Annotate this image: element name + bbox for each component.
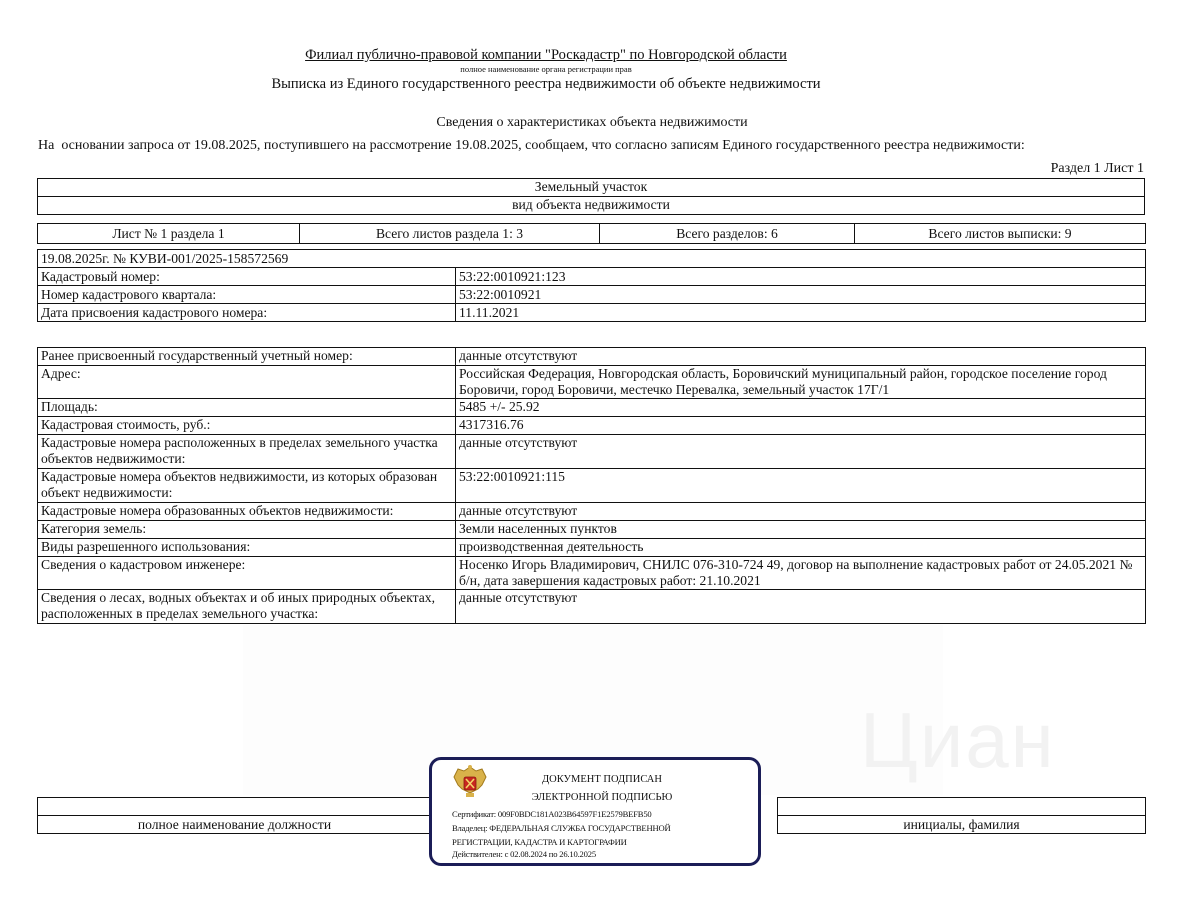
row-value: 53:22:0010921:115 bbox=[456, 469, 1146, 503]
assignment-date: 11.11.2021 bbox=[456, 304, 1146, 322]
table-row bbox=[38, 503, 1146, 521]
section-sheets-total: Всего листов раздела 1: 3 bbox=[300, 224, 600, 244]
table-row bbox=[38, 268, 1146, 286]
row-value: данные отсутствуют bbox=[456, 435, 1146, 469]
engineer-value: Носенко Игорь Владимирович, СНИЛС 076-310-724 49, договор на выполнение кадастровых работ от 24.05.2021 № б/н, дата завершения кадастровых работ: 21.10.2021 bbox=[456, 557, 1146, 590]
object-kind-table bbox=[37, 178, 1145, 215]
stamp-line-2: ЭЛЕКТРОННОЙ ПОДПИСЬЮ bbox=[531, 792, 673, 803]
row-label: Кадастровые номера расположенных в пределах земельного участка объектов недвижимости: bbox=[38, 435, 456, 469]
position-caption: полное наименование должности bbox=[38, 816, 432, 834]
row-label: Адрес: bbox=[38, 366, 456, 399]
sheets-table bbox=[37, 223, 1146, 244]
sheet-number: Лист № 1 раздела 1 bbox=[38, 224, 300, 244]
stamp-certificate: Сертификат: 009F0BDC181A023B64597F1E2579BEFB50 bbox=[452, 809, 652, 819]
permitted-use-value: производственная деятельность bbox=[456, 539, 1146, 557]
organization-name bbox=[0, 47, 1092, 64]
position-field bbox=[38, 798, 432, 816]
section-title: Сведения о характеристиках объекта недвижимости bbox=[436, 115, 748, 130]
address-value: Российская Федерация, Новгородская область, Боровичский муниципальный район, городское поселение город Боровичи, город Боровичи, местечко Перевалка, земельный участок 17Г/1 bbox=[456, 366, 1146, 399]
object-kind-value: Земельный участок bbox=[38, 179, 1145, 197]
row-label: Номер кадастрового квартала: bbox=[38, 286, 456, 304]
row-label: Площадь: bbox=[38, 399, 456, 417]
table-row bbox=[38, 348, 1146, 366]
stamp-owner-cont: РЕГИСТРАЦИИ, КАДАСТРА И КАРТОГРАФИИ bbox=[452, 837, 627, 847]
stamp-line-1: ДОКУМЕНТ ПОДПИСАН bbox=[542, 774, 662, 785]
table-row bbox=[38, 557, 1146, 590]
row-label: Кадастровый номер: bbox=[38, 268, 456, 286]
table-row bbox=[38, 521, 1146, 539]
row-label: Виды разрешенного использования: bbox=[38, 539, 456, 557]
table-row bbox=[38, 469, 1146, 503]
row-label: Сведения о лесах, водных объектах и об иных природных объектах, расположенных в пределах земельного участка: bbox=[38, 590, 456, 624]
cadastral-value: 4317316.76 bbox=[456, 417, 1146, 435]
extract-sheets-total: Всего листов выписки: 9 bbox=[855, 224, 1146, 244]
row-label: Сведения о кадастровом инженере: bbox=[38, 557, 456, 590]
table-row bbox=[38, 539, 1146, 557]
row-value: данные отсутствуют bbox=[456, 503, 1146, 521]
stamp-validity: Действителен: с 02.08.2024 по 26.10.2025 bbox=[452, 849, 596, 859]
name-caption: инициалы, фамилия bbox=[778, 816, 1146, 834]
document-title: Выписка из Единого государственного реестра недвижимости об объекте недвижимости bbox=[271, 76, 821, 92]
row-label: Кадастровые номера образованных объектов недвижимости: bbox=[38, 503, 456, 521]
land-category-value: Земли населенных пунктов bbox=[456, 521, 1146, 539]
identifiers-table bbox=[37, 249, 1146, 322]
table-row bbox=[38, 286, 1146, 304]
section-sheet-label: Раздел 1 Лист 1 bbox=[1050, 161, 1144, 176]
row-label: Категория земель: bbox=[38, 521, 456, 539]
cadastral-number: 53:22:0010921:123 bbox=[456, 268, 1146, 286]
sections-total: Всего разделов: 6 bbox=[600, 224, 855, 244]
cadastral-quarter: 53:22:0010921 bbox=[456, 286, 1146, 304]
stamp-owner: Владелец: ФЕДЕРАЛЬНАЯ СЛУЖБА ГОСУДАРСТВЕННОЙ bbox=[452, 823, 671, 833]
request-id: 19.08.2025г. № КУВИ-001/2025-158572569 bbox=[38, 250, 1146, 268]
characteristics-table bbox=[37, 347, 1146, 624]
organization-name-text: Филиал публично-правовой компании "Роскадастр" по Новгородской области bbox=[305, 47, 787, 63]
organization-caption: полное наименование органа регистрации прав bbox=[460, 64, 632, 74]
coat-of-arms-icon bbox=[450, 763, 490, 803]
row-label: Дата присвоения кадастрового номера: bbox=[38, 304, 456, 322]
watermark: Циан bbox=[860, 696, 1056, 784]
basis-text: На основании запроса от 19.08.2025, поступившего на рассмотрение 19.08.2025, сообщаем, что согласно записям Единого государственного реестра недвижимости: bbox=[38, 138, 1025, 153]
object-kind-caption: вид объекта недвижимости bbox=[38, 197, 1145, 215]
table-row bbox=[38, 435, 1146, 469]
row-label: Ранее присвоенный государственный учетный номер: bbox=[38, 348, 456, 366]
area-value: 5485 +/- 25.92 bbox=[456, 399, 1146, 417]
row-value: данные отсутствуют bbox=[456, 348, 1146, 366]
row-value: данные отсутствуют bbox=[456, 590, 1146, 624]
row-label: Кадастровая стоимость, руб.: bbox=[38, 417, 456, 435]
table-row bbox=[38, 417, 1146, 435]
table-row bbox=[38, 399, 1146, 417]
table-row bbox=[38, 590, 1146, 624]
row-label: Кадастровые номера объектов недвижимости, из которых образован объект недвижимости: bbox=[38, 469, 456, 503]
table-row bbox=[38, 304, 1146, 322]
electronic-signature-stamp bbox=[429, 757, 761, 866]
name-field bbox=[778, 798, 1146, 816]
table-row bbox=[38, 366, 1146, 399]
